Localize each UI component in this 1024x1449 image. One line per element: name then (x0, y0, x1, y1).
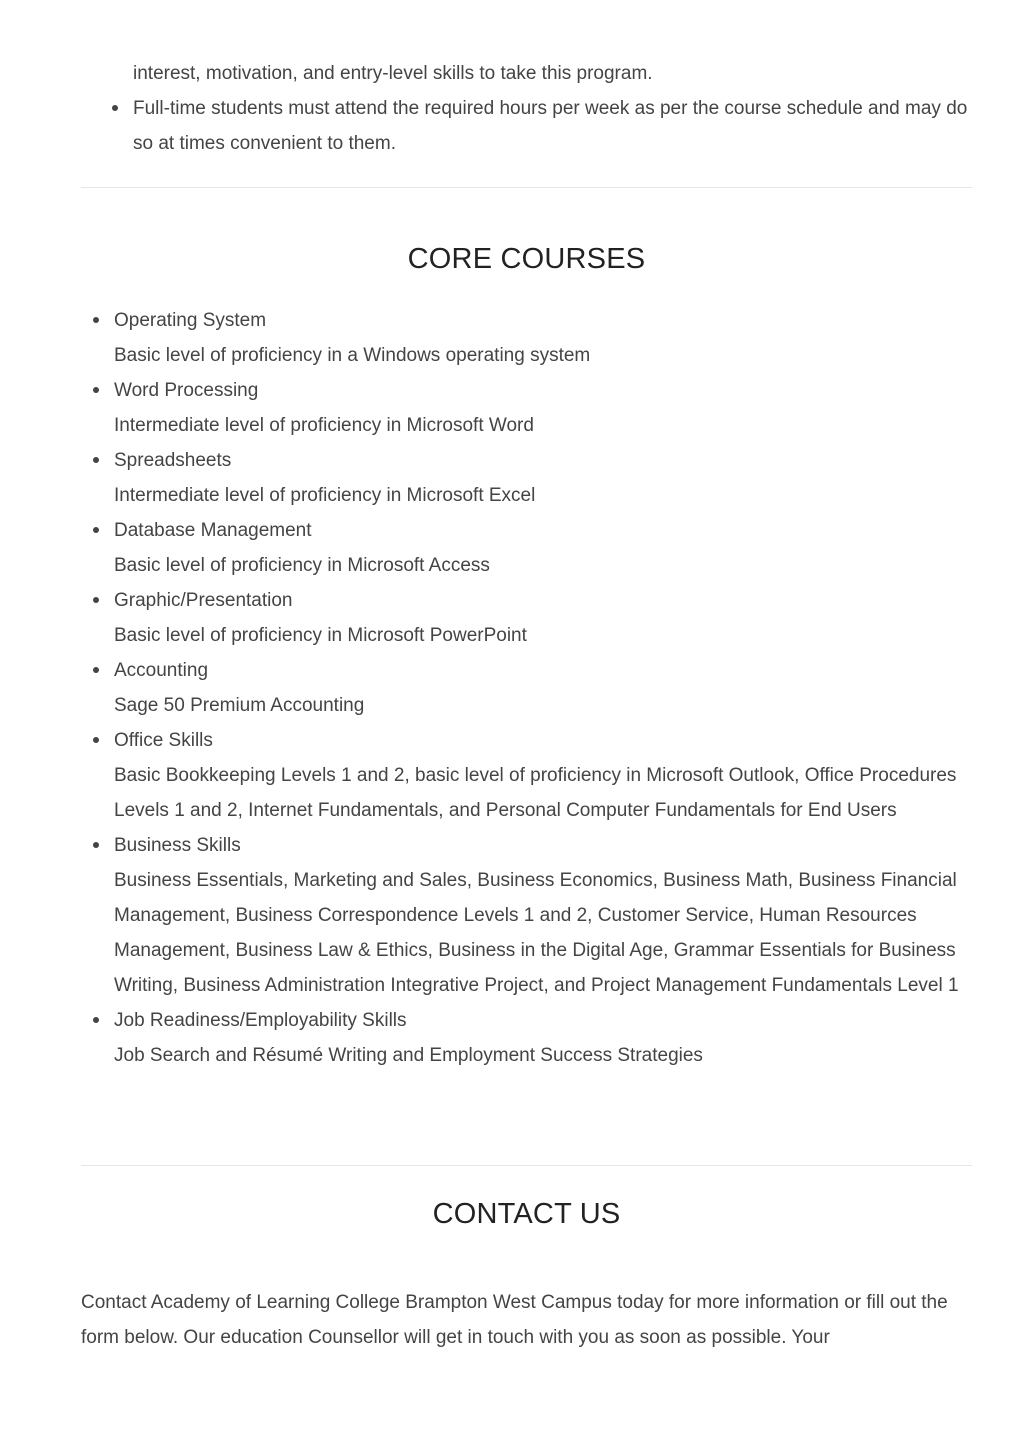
course-name: Job Readiness/Employability Skills (114, 1010, 407, 1031)
course-description: Basic level of proficiency in Microsoft PowerPoint (114, 625, 527, 646)
core-courses-list (114, 303, 974, 1073)
course-item (114, 1003, 974, 1073)
course-description: Basic level of proficiency in Microsoft Access (114, 555, 490, 576)
course-item (114, 373, 974, 443)
course-name: Business Skills (114, 835, 241, 856)
course-description: Business Essentials, Marketing and Sales, Business Economics, Business Math, Business Financial Management, Business Correspondence Levels 1 and 2, Customer Service, Human Resources Management, Business Law & Ethics, Business in the Digital Age, Grammar Essentials for Business Writing, Business Administration Integrative Project, and Project Management Fundamentals Level 1 (114, 870, 959, 996)
course-item (114, 443, 974, 513)
course-item (114, 303, 974, 373)
list-item: Full-time students must attend the required hours per week as per the course schedule and may do so at times convenient to them. (133, 91, 978, 161)
course-name: Operating System (114, 310, 267, 331)
contact-us-heading: CONTACT US (432, 1198, 621, 1230)
course-item (114, 653, 974, 723)
course-description: Basic level of proficiency in a Windows operating system (114, 345, 591, 366)
course-description: Basic Bookkeeping Levels 1 and 2, basic level of proficiency in Microsoft Outlook, Office Procedures Levels 1 and 2, Internet Fundamentals, and Personal Computer Fundamentals for End Users (114, 765, 957, 821)
section-divider (81, 1165, 972, 1166)
section-divider (81, 187, 972, 188)
course-name: Database Management (114, 520, 312, 541)
course-item (114, 828, 974, 1003)
course-description: Job Search and Résumé Writing and Employment Success Strategies (114, 1045, 703, 1066)
core-courses-heading: CORE COURSES (407, 243, 646, 275)
course-item (114, 723, 974, 828)
course-description: Intermediate level of proficiency in Microsoft Word (114, 415, 534, 436)
course-name: Word Processing (114, 380, 259, 401)
course-item (114, 583, 974, 653)
course-name: Accounting (114, 660, 209, 681)
course-name: Office Skills (114, 730, 213, 751)
requirements-list (133, 56, 978, 161)
list-item-continued: interest, motivation, and entry-level skills to take this program. (133, 63, 653, 84)
course-name: Spreadsheets (114, 450, 232, 471)
course-description: Intermediate level of proficiency in Microsoft Excel (114, 485, 536, 506)
contact-paragraph: Contact Academy of Learning College Brampton West Campus today for more information or fill out the form below. Our education Counsellor will get in touch with you as soon as possible. Your (81, 1292, 948, 1348)
course-name: Graphic/Presentation (114, 590, 293, 611)
course-description: Sage 50 Premium Accounting (114, 695, 365, 716)
course-item (114, 513, 974, 583)
